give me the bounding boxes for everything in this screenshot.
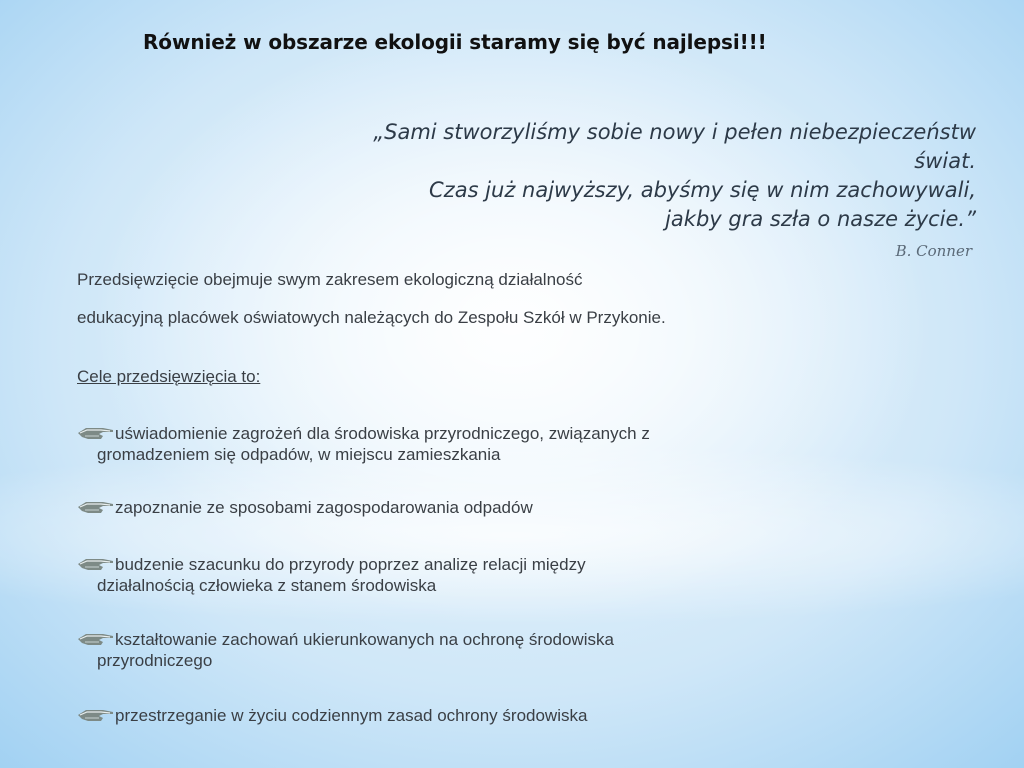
goal-text: uświadomienie zagrożeń dla środowiska przyrodniczego, związanych z	[115, 424, 650, 443]
quote-line-2: świat.	[914, 149, 976, 173]
goal-text-continued: działalnością człowieka z stanem środowiska	[97, 576, 437, 595]
goal-text: budzenie szacunku do przyrody poprzez analizę relacji między	[115, 555, 586, 574]
goal-item	[77, 705, 797, 726]
goal-text-continued: gromadzeniem się odpadów, w miejscu zamieszkania	[97, 445, 501, 464]
goal-text: kształtowanie zachowań ukierunkowanych na ochronę środowiska	[115, 630, 614, 649]
hand-pointer-icon	[77, 630, 115, 648]
goal-text-continued: przyrodniczego	[97, 651, 213, 670]
goal-item	[77, 554, 797, 596]
hand-pointer-icon	[77, 555, 115, 573]
quote-block	[216, 118, 976, 234]
goal-item	[77, 423, 797, 465]
hand-pointer-icon	[77, 498, 115, 516]
quote-line-4: jakby gra szła o nasze życie.”	[665, 207, 976, 231]
quote-author: B. Conner	[895, 242, 972, 260]
intro-line-1: Przedsięwzięcie obejmuje swym zakresem ekologiczną działalność	[77, 270, 583, 289]
quote-line-3: Czas już najwyższy, abyśmy się w nim zachowywali,	[429, 178, 976, 202]
goals-heading: Cele przedsięwzięcia to:	[77, 367, 261, 386]
goal-text: zapoznanie ze sposobami zagospodarowania odpadów	[115, 498, 533, 517]
intro-line-2: edukacyjną placówek oświatowych należących do Zespołu Szkół w Przykonie.	[77, 308, 666, 327]
quote-line-1: „Sami stworzyliśmy sobie nowy i pełen niebezpieczeństw	[373, 120, 976, 144]
goal-item	[77, 497, 797, 518]
goal-item	[77, 629, 797, 671]
hand-pointer-icon	[77, 424, 115, 442]
hand-pointer-icon	[77, 706, 115, 724]
slide-title: Również w obszarze ekologii staramy się być najlepsi!!!	[143, 30, 767, 54]
goal-text: przestrzeganie w życiu codziennym zasad ochrony środowiska	[115, 706, 588, 725]
